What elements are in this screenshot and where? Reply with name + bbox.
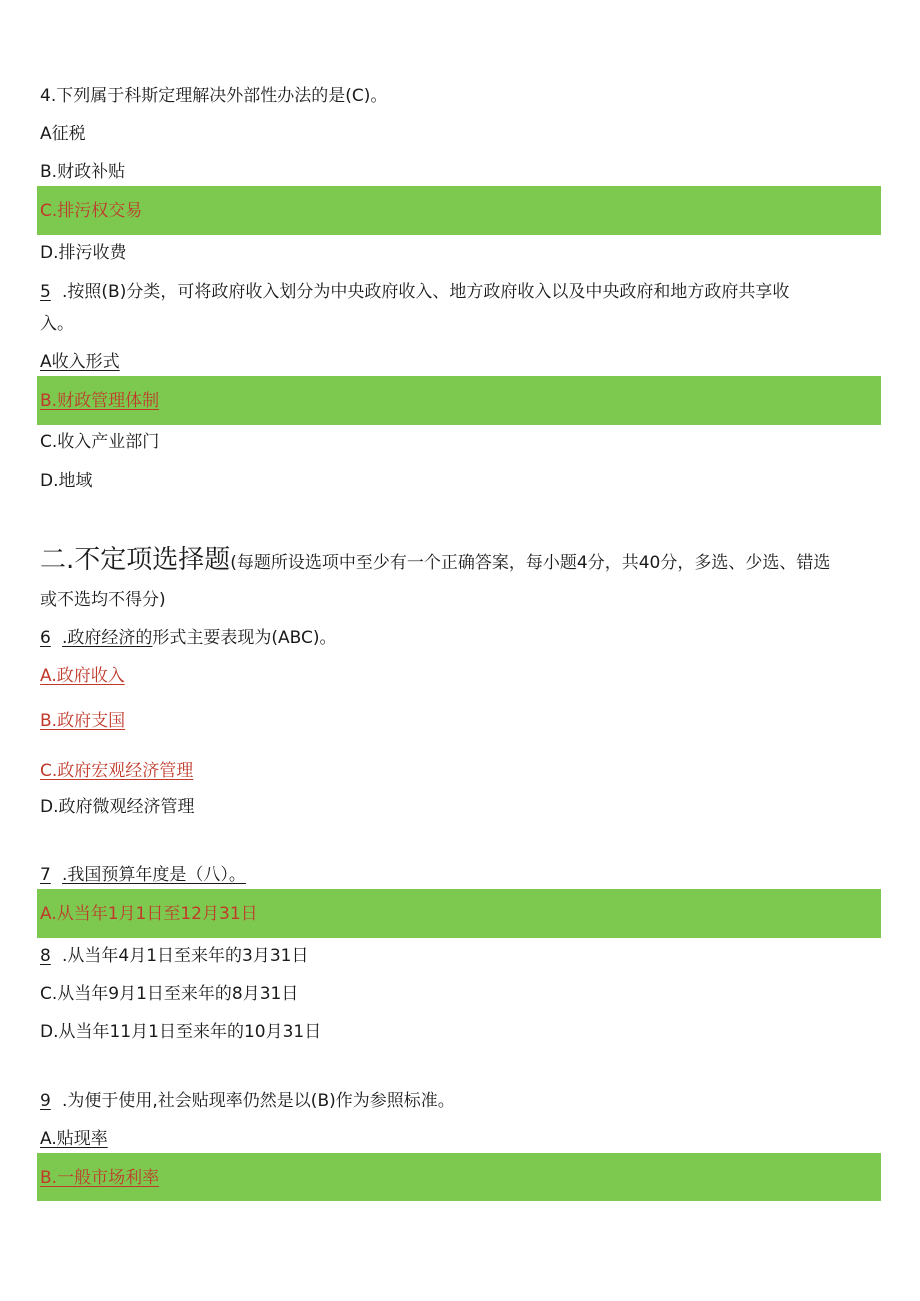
q5-stem-cont: 入。 <box>40 314 74 334</box>
q5-option-b: B.财政管理体制 <box>40 391 160 411</box>
q8-option-c: C.从当年9月1日至来年的8月31日 <box>40 984 299 1004</box>
q6-stem <box>40 626 337 650</box>
q8-option-d: D.从当年11月1日至来年的10月31日 <box>40 1022 322 1042</box>
answer-highlight <box>37 1153 881 1201</box>
answer-highlight <box>37 186 881 235</box>
q7-stem-text: .我国预算年度是（八）。 <box>62 865 246 885</box>
q4-option-d: D.排污收费 <box>40 243 127 263</box>
q9-option-a: A.贴现率 <box>40 1129 108 1149</box>
q4-option-b: B.财政补贴 <box>40 162 126 182</box>
q9-stem <box>40 1089 455 1113</box>
q5-option-c: C.收入产业部门 <box>40 432 160 452</box>
q8-stem <box>40 944 308 968</box>
q5-stem <box>40 280 789 304</box>
q4-stem: 4.下列属于科斯定理解决外部性办法的是(C)。 <box>40 86 388 106</box>
q9-option-b: B.一般市场利率 <box>40 1168 160 1188</box>
q7-number: 7 <box>40 865 51 885</box>
section-note: (每题所设选项中至少有一个正确答案，每小题4分，共40分，多选、少选、错选 <box>230 553 831 573</box>
q6-option-a: A.政府收入 <box>40 666 125 686</box>
answer-highlight <box>37 376 881 425</box>
q5-number: 5 <box>40 282 51 302</box>
q8-stem-text: .从当年4月1日至来年的3月31日 <box>62 946 309 966</box>
q6-stem-text: 形式主要表现为(ABC)。 <box>152 628 337 648</box>
q7-option-a: A.从当年1月1日至12月31日 <box>40 904 258 924</box>
q6-option-c: C.政府宏观经济管理 <box>40 761 194 781</box>
q6-number: 6 <box>40 628 51 648</box>
q9-stem-text: .为便于使用,社会贴现率仍然是以(B)作为参照标准。 <box>62 1091 455 1111</box>
q5-option-d: D.地域 <box>40 471 93 491</box>
section-heading <box>40 545 831 575</box>
q6-option-b: B.政府支国 <box>40 711 126 731</box>
q4-option-c: C.排污权交易 <box>40 201 143 221</box>
q6-option-d: D.政府微观经济管理 <box>40 797 195 817</box>
q6-stem-underlined: .政府经济的 <box>62 628 153 648</box>
section-note-cont: 或不选均不得分) <box>40 590 166 610</box>
q5-option-a: A收入形式 <box>40 352 120 372</box>
q5-stem-text: .按照(B)分类，可将政府收入划分为中央政府收入、地方政府收入以及中央政府和地方政府共享收 <box>62 282 790 302</box>
q9-number: 9 <box>40 1091 51 1111</box>
q7-stem <box>40 863 246 887</box>
q8-number: 8 <box>40 946 51 966</box>
q4-option-a: A征税 <box>40 124 86 144</box>
section-title: 二.不定项选择题 <box>40 545 231 575</box>
